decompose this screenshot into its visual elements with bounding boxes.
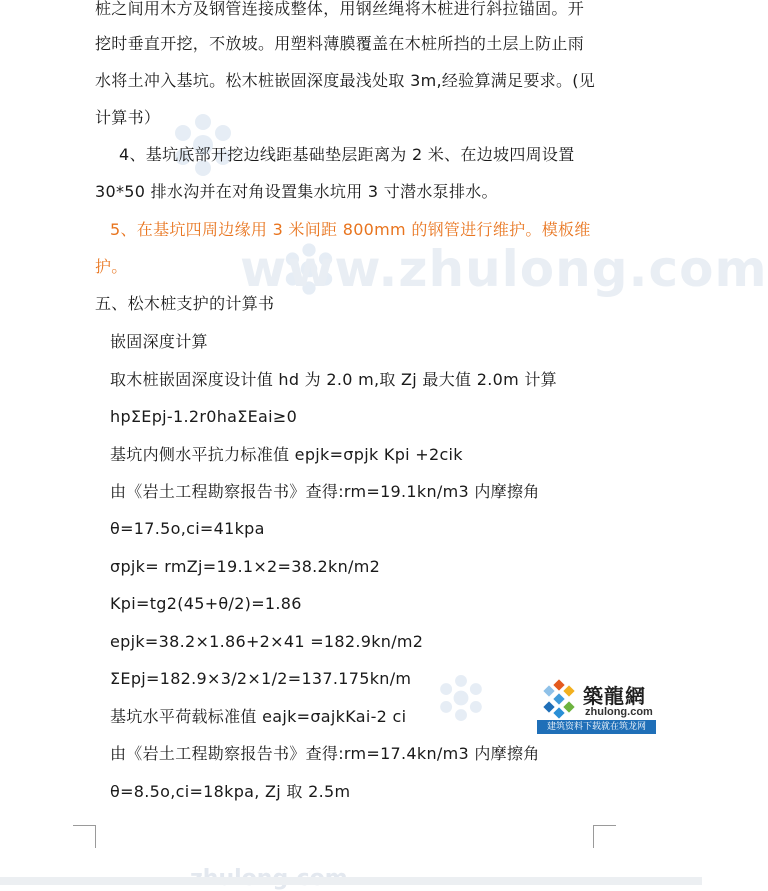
section-heading: 五、松木桩支护的计算书 — [95, 294, 275, 313]
snowflake-logo-icon — [539, 679, 579, 719]
page-corner-mark-left — [73, 825, 96, 848]
paragraph-line: 桩之间用木方及钢管连接成整体，用钢丝绳将木桩进行斜拉锚固。开 — [95, 0, 585, 18]
formula-line: θ=17.5o,ci=41kpa — [110, 519, 265, 538]
calc-line: 基坑内侧水平抗力标准值 epjk=σpjk Kpi +2cik — [110, 445, 463, 464]
list-item-4: 4、基坑底部开挖边线距基础垫层距离为 2 米、在边坡四周设置 — [119, 145, 575, 164]
formula-line: Kpi=tg2(45+θ/2)=1.86 — [110, 594, 302, 613]
formula-line: hpΣEpj-1.2r0haΣEai≥0 — [110, 407, 298, 426]
paragraph-line: 计算书） — [95, 108, 161, 127]
formula-line: ΣEpj=182.9×3/2×1/2=137.175kn/m — [110, 669, 412, 688]
logo-tagline: 建筑资料下载就在筑龙网 — [537, 720, 656, 734]
paragraph-line: 水将土冲入基坑。松木桩嵌固深度最浅处取 3m,经验算满足要求。(见 — [95, 71, 596, 90]
logo-name: 築龍網 — [583, 684, 646, 708]
calc-line: 基坑水平荷载标准值 eajk=σajkKai-2 ci — [110, 707, 407, 726]
logo-domain: zhulong.com — [585, 706, 653, 718]
list-item-5-highlight: 5、在基坑四周边缘用 3 米间距 800mm 的钢管进行维护。模板维 — [110, 220, 591, 239]
formula-line: σpjk= rmZj=19.1×2=38.2kn/m2 — [110, 557, 381, 576]
paragraph-line: 30*50 排水沟并在对角设置集水坑用 3 寸潜水泵排水。 — [95, 182, 498, 201]
calc-line: 由《岩土工程勘察报告书》查得:rm=19.1kn/m3 内摩擦角 — [110, 482, 540, 501]
calc-line: 由《岩土工程勘察报告书》查得:rm=17.4kn/m3 内摩擦角 — [110, 744, 540, 763]
calc-line: 取木桩嵌固深度设计值 hd 为 2.0 m,取 Zj 最大值 2.0m 计算 — [110, 370, 557, 389]
paragraph-line-highlight: 护。 — [95, 257, 128, 276]
watermark-text: www.zhulong.com — [240, 240, 768, 298]
formula-line: θ=8.5o,ci=18kpa, Zj 取 2.5m — [110, 782, 351, 801]
zhulong-logo — [537, 676, 656, 734]
subheading: 嵌固深度计算 — [110, 332, 208, 351]
formula-line: epjk=38.2×1.86+2×41 =182.9kn/m2 — [110, 632, 424, 651]
page-corner-mark-right — [593, 825, 616, 848]
paragraph-line: 挖时垂直开挖，不放坡。用塑料薄膜覆盖在木桩所挡的土层上防止雨 — [95, 34, 585, 53]
